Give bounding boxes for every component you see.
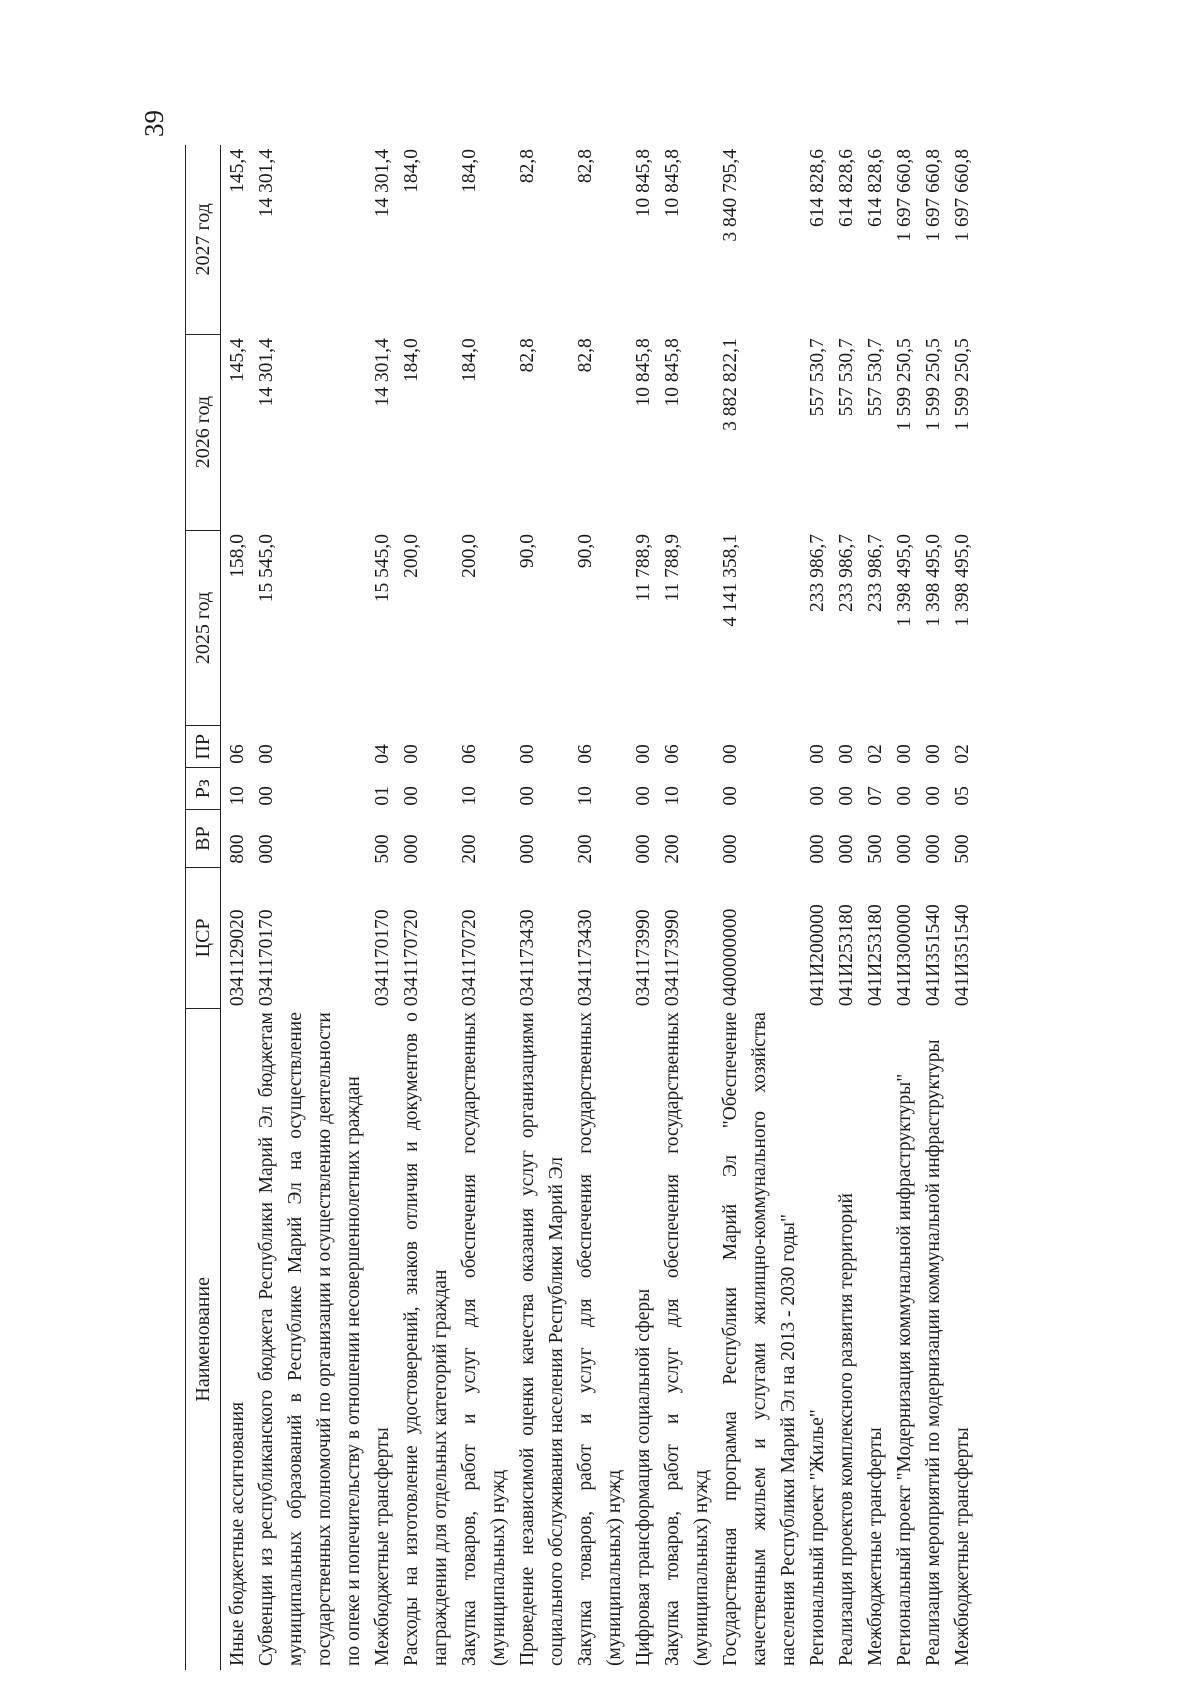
row-name: Проведение независимой оценки качества оказания услуг организациями социального обслуживания населения Республики Марий Эл <box>517 1012 567 1666</box>
row-2027: 10 845,8 <box>662 149 683 218</box>
row-rz: 07 <box>865 786 886 806</box>
row-name: Межбюджетные трансферты <box>952 1427 973 1666</box>
table-row <box>513 145 571 1670</box>
row-2026: 14 301,4 <box>256 338 277 407</box>
table-row <box>455 145 513 1670</box>
row-2025: 11 788,9 <box>633 534 654 602</box>
row-2027: 82,8 <box>517 149 538 184</box>
row-2026: 557 530,7 <box>865 338 886 417</box>
row-2026: 82,8 <box>575 338 596 373</box>
row-2027: 614 828,6 <box>807 149 828 227</box>
row-name: Закупка товаров, работ и услуг для обеспечения государственных (муниципальных) нужд <box>459 1012 509 1666</box>
row-vr: 000 <box>517 834 538 864</box>
row-vr: 200 <box>575 834 596 864</box>
table-row <box>948 145 977 1670</box>
row-vr: 000 <box>401 834 422 864</box>
row-2026: 1 599 250,5 <box>894 338 915 431</box>
row-2027: 1 697 660,8 <box>952 149 973 242</box>
row-csr: 041И300000 <box>894 904 915 1007</box>
row-csr: 0341170170 <box>372 909 393 1007</box>
row-2025: 233 986,7 <box>865 534 886 613</box>
row-pr: 06 <box>575 744 596 764</box>
row-2025: 4 141 358,1 <box>720 534 741 627</box>
row-csr: 041И351540 <box>952 904 973 1007</box>
row-name: Цифровая трансформация социальной сферы <box>633 1288 654 1666</box>
row-csr: 0341170720 <box>401 909 422 1007</box>
table-row <box>658 145 716 1670</box>
row-csr: 0341129020 <box>227 909 248 1007</box>
table-row <box>368 145 397 1670</box>
row-rz: 01 <box>372 786 393 806</box>
row-2025: 90,0 <box>575 534 596 569</box>
row-pr: 00 <box>923 744 944 764</box>
row-2027: 10 845,8 <box>633 149 654 218</box>
row-pr: 04 <box>372 744 393 764</box>
row-2026: 184,0 <box>459 338 480 383</box>
header-2027: 2027 год <box>186 145 221 334</box>
row-vr: 000 <box>633 834 654 864</box>
table-row <box>221 145 253 1670</box>
row-pr: 02 <box>865 744 886 764</box>
row-rz: 10 <box>459 786 480 806</box>
row-2027: 184,0 <box>401 149 422 193</box>
row-2027: 14 301,4 <box>256 149 277 218</box>
row-pr: 00 <box>517 744 538 764</box>
row-name: Региональный проект "Модернизация коммунальной инфраструктуры" <box>894 1073 915 1666</box>
table-row <box>252 145 368 1670</box>
row-name: Реализация мероприятий по модернизации коммунальной инфраструктуры <box>923 1039 944 1666</box>
row-vr: 800 <box>227 834 248 864</box>
row-name: Субвенции из республиканского бюджета Республики Марий Эл бюджетам муниципальных образований в Республике Марий Эл на осуществление государственных полномочий по организации и осуществлению деятельности по опеке и попечительству в отношении несовершеннолетних граждан <box>256 1012 364 1666</box>
row-vr: 500 <box>372 834 393 864</box>
row-rz: 00 <box>256 786 277 806</box>
row-name: Межбюджетные трансферты <box>372 1427 393 1666</box>
row-csr: 0341173990 <box>662 909 683 1007</box>
row-name: Межбюджетные трансферты <box>865 1427 886 1666</box>
row-2026: 1 599 250,5 <box>952 338 973 431</box>
row-2027: 614 828,6 <box>836 149 857 227</box>
row-rz: 10 <box>662 786 683 806</box>
row-rz: 00 <box>836 786 857 806</box>
row-2027: 1 697 660,8 <box>894 149 915 242</box>
row-pr: 00 <box>894 744 915 764</box>
row-2025: 200,0 <box>459 534 480 578</box>
row-2027: 184,0 <box>459 149 480 193</box>
row-name: Закупка товаров, работ и услуг для обеспечения государственных (муниципальных) нужд <box>662 1012 712 1666</box>
row-rz: 10 <box>227 786 248 806</box>
row-vr: 000 <box>720 834 741 864</box>
header-name: Наименование <box>186 1008 221 1670</box>
row-csr: 0341170720 <box>459 909 480 1007</box>
row-pr: 06 <box>459 744 480 764</box>
row-rz: 10 <box>575 786 596 806</box>
row-2026: 1 599 250,5 <box>923 338 944 431</box>
row-csr: 0341173990 <box>633 909 654 1007</box>
row-csr: 041И253180 <box>836 904 857 1007</box>
row-2027: 14 301,4 <box>372 149 393 218</box>
row-2027: 614 828,6 <box>865 149 886 227</box>
row-2025: 1 398 495,0 <box>923 534 944 627</box>
table-row <box>629 145 658 1670</box>
row-2026: 10 845,8 <box>633 338 654 407</box>
row-csr: 0341173430 <box>575 909 596 1007</box>
row-2025: 233 986,7 <box>807 534 828 613</box>
row-vr: 500 <box>865 834 886 864</box>
row-2026: 557 530,7 <box>807 338 828 417</box>
row-2025: 15 545,0 <box>256 534 277 603</box>
header-csr: ЦСР <box>186 868 221 1008</box>
header-vr: ВР <box>186 810 221 868</box>
row-pr: 00 <box>807 744 828 764</box>
row-2025: 1 398 495,0 <box>952 534 973 627</box>
row-name: Региональный проект "Жилье" <box>807 1409 828 1666</box>
table-row <box>803 145 832 1670</box>
row-pr: 02 <box>952 744 973 764</box>
table-row <box>890 145 919 1670</box>
row-csr: 0341170170 <box>256 909 277 1007</box>
row-rz: 00 <box>923 786 944 806</box>
row-2025: 233 986,7 <box>836 534 857 613</box>
table-header-row <box>186 145 221 1670</box>
row-pr: 00 <box>256 744 277 764</box>
row-vr: 000 <box>256 834 277 864</box>
row-2025: 1 398 495,0 <box>894 534 915 627</box>
row-rz: 00 <box>517 786 538 806</box>
row-csr: 041И200000 <box>807 904 828 1007</box>
row-2027: 145,4 <box>227 149 248 193</box>
row-csr: 0400000000 <box>720 908 741 1007</box>
row-2025: 158,0 <box>227 534 248 578</box>
rotated-page <box>135 110 1095 1670</box>
row-rz: 00 <box>807 786 828 806</box>
table-row <box>571 145 629 1670</box>
row-vr: 000 <box>807 834 828 864</box>
header-rz: Рз <box>186 768 221 810</box>
row-name: Государственная программа Республики Марий Эл "Обеспечение качественным жильем и услугами жилищно-коммунального хозяйства населения Республики Марий Эл на 2013 - 2030 годы" <box>720 1012 799 1666</box>
table-row <box>919 145 948 1670</box>
row-rz: 00 <box>894 786 915 806</box>
row-name: Расходы на изготовление удостоверений, знаков отличия и документов о награждении для отдельных категорий граждан <box>401 1012 451 1666</box>
row-rz: 05 <box>952 786 973 806</box>
row-2026: 557 530,7 <box>836 338 857 417</box>
row-2027: 3 840 795,4 <box>720 149 741 242</box>
row-2026: 10 845,8 <box>662 338 683 407</box>
row-rz: 00 <box>401 786 422 806</box>
row-2026: 184,0 <box>401 338 422 383</box>
row-2026: 3 882 822,1 <box>720 338 741 431</box>
row-vr: 000 <box>894 834 915 864</box>
row-pr: 00 <box>401 744 422 764</box>
row-rz: 00 <box>633 786 654 806</box>
header-2025: 2025 год <box>186 530 221 726</box>
row-2025: 11 788,9 <box>662 534 683 602</box>
row-pr: 00 <box>633 744 654 764</box>
table-row <box>832 145 861 1670</box>
table-row <box>861 145 890 1670</box>
header-2026: 2026 год <box>186 334 221 530</box>
row-vr: 200 <box>662 834 683 864</box>
row-vr: 000 <box>836 834 857 864</box>
row-2027: 82,8 <box>575 149 596 184</box>
page-number: 39 <box>139 110 169 137</box>
row-2025: 90,0 <box>517 534 538 569</box>
row-name: Реализация проектов комплексного развития территорий <box>836 1193 857 1666</box>
row-2027: 1 697 660,8 <box>923 149 944 242</box>
row-2025: 200,0 <box>401 534 422 578</box>
row-2026: 14 301,4 <box>372 338 393 407</box>
table-row <box>397 145 455 1670</box>
row-pr: 06 <box>227 744 248 764</box>
row-vr: 500 <box>952 834 973 864</box>
row-vr: 000 <box>923 834 944 864</box>
row-name: Закупка товаров, работ и услуг для обеспечения государственных (муниципальных) нужд <box>575 1012 625 1666</box>
row-vr: 200 <box>459 834 480 864</box>
row-csr: 0341173430 <box>517 909 538 1007</box>
row-2025: 15 545,0 <box>372 534 393 603</box>
row-pr: 06 <box>662 744 683 764</box>
row-2026: 145,4 <box>227 338 248 383</box>
row-2026: 82,8 <box>517 338 538 373</box>
row-pr: 00 <box>720 744 741 764</box>
row-csr: 041И253180 <box>865 904 886 1007</box>
budget-table <box>185 145 977 1670</box>
row-pr: 00 <box>836 744 857 764</box>
header-pr: ПР <box>186 726 221 768</box>
row-csr: 041И351540 <box>923 904 944 1007</box>
table-row <box>716 145 803 1670</box>
row-rz: 00 <box>720 786 741 806</box>
row-name: Иные бюджетные ассигнования <box>227 1401 248 1666</box>
